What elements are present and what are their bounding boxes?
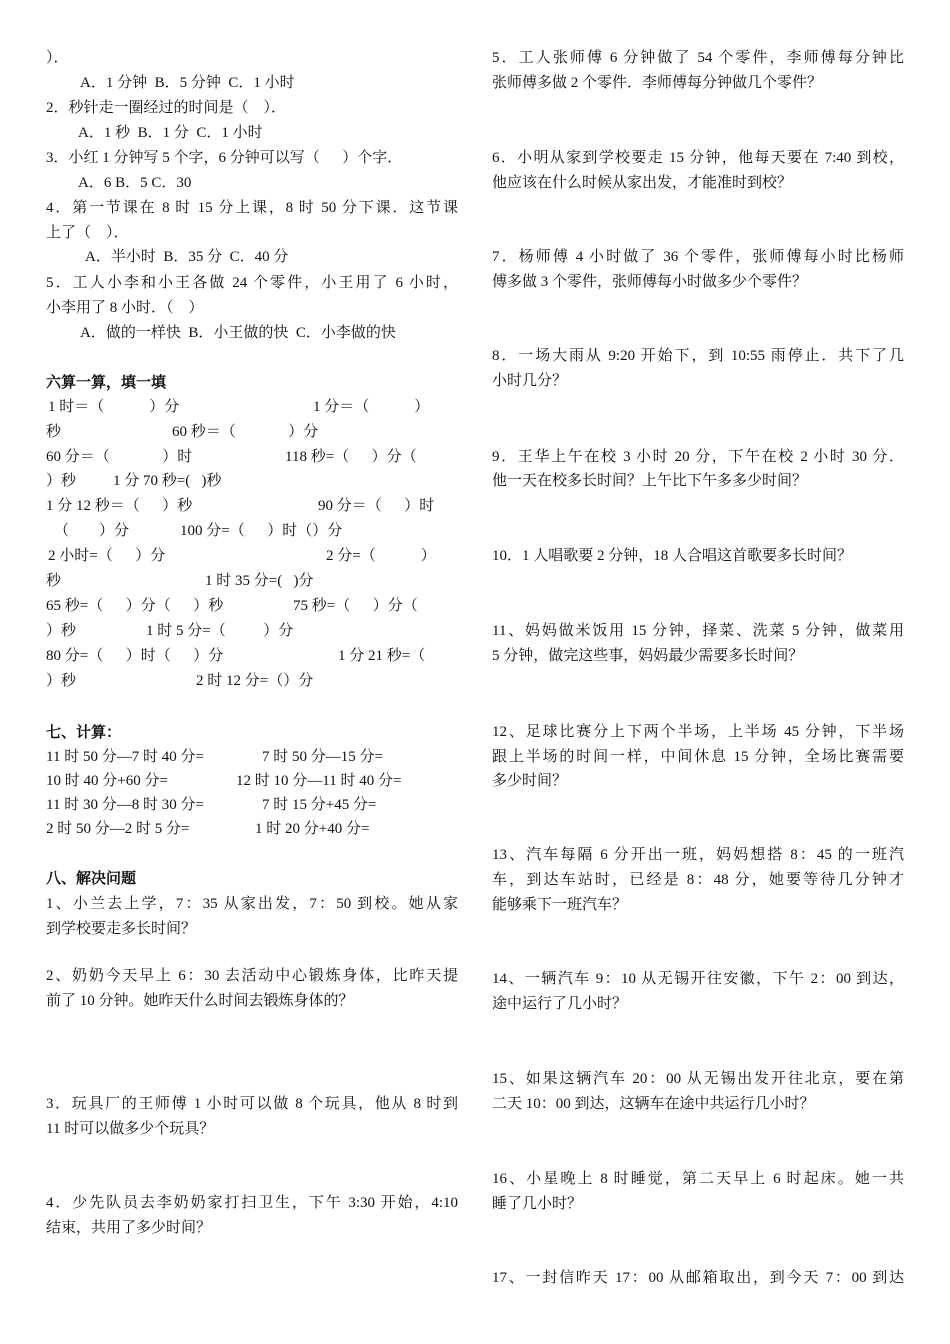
text-line: 小李用了 8 小时．（ ）: [46, 300, 204, 316]
text-line: A．半小时 B．35 分 C．40 分: [85, 249, 289, 265]
text-line: 6．小明从家到学校要走 15 分钟，他每天要在 7:40 到校，: [492, 150, 904, 166]
text-line: 10．1 人唱歌要 2 分钟，18 人合唱这首歌要多长时间？: [492, 548, 853, 564]
text-line: 1 分 21 秒=（: [338, 648, 426, 664]
text-line: A．做的一样快 B．小王做的快 C．小李做的快: [80, 325, 396, 341]
text-line: 1 分 70 秒=( )秒: [113, 473, 222, 489]
text-line: 1 时 20 分+40 分=: [255, 821, 370, 837]
text-line: 15、如果这辆汽车 20：00 从无锡出发开往北京，要在第: [492, 1071, 904, 1087]
text-line: 2、奶奶今天早上 6：30 去活动中心锻炼身体，比昨天提: [46, 968, 458, 984]
text-line: 1 分＝（ ）: [313, 399, 430, 415]
text-line: 2 时 12 分=（）分: [196, 673, 314, 689]
text-line: 90 分＝（ ）时: [318, 498, 435, 514]
text-line: 60 秒＝（ ）分: [172, 424, 319, 440]
text-line: 2 时 50 分—2 时 5 分=: [46, 821, 190, 837]
text-line: 到学校要走多长时间？: [46, 921, 197, 937]
text-line: 80 分=（ ）时（ ）分: [46, 648, 224, 664]
text-line: 9．王华上午在校 3 小时 20 分，下午在校 2 小时 30 分．: [492, 449, 904, 465]
text-line: 7．杨师傅 4 小时做了 36 个零件，张师傅每小时比杨师: [492, 249, 904, 265]
text-line: 车，到达车站时，已经是 8：48 分，她要等待几分钟才: [492, 872, 904, 888]
text-line: 4．少先队员去李奶奶家打扫卫生，下午 3:30 开始，4:10: [46, 1195, 458, 1211]
text-line: 5．工人小李和小王各做 24 个零件，小王用了 6 小时，: [46, 275, 458, 291]
text-line: 能够乘下一班汽车？: [492, 897, 628, 913]
text-line: 张师傅多做 2 个零件．李师傅每分钟做几个零件？: [492, 75, 823, 91]
text-line: 他一天在校多长时间？上午比下午多多少时间？: [492, 473, 808, 489]
text-line: 1 时＝（ ）分: [48, 399, 180, 415]
text-line: 跟上半场的时间一样，中间休息 15 分钟，全场比赛需要: [492, 749, 904, 765]
text-line: （ ）分: [54, 523, 130, 539]
text-line: 100 分=（ ）时（）分: [180, 523, 343, 539]
text-line: 二天 10：00 到达，这辆车在途中共运行几小时？: [492, 1096, 815, 1112]
text-line: A．6 B．5 C．30: [78, 175, 192, 191]
text-line: 12、足球比赛分上下两个半场，上半场 45 分钟，下半场: [492, 724, 904, 740]
text-line: A．1 分钟 B．5 分钟 C．1 小时: [80, 75, 295, 91]
text-line: 10 时 40 分+60 分=: [46, 773, 168, 789]
text-line: 结束，共用了多少时间？: [46, 1220, 212, 1236]
text-line: 小时几分？: [492, 373, 568, 389]
text-line: 1 时 5 分=（ ）分: [146, 623, 294, 639]
text-line: 睡了几小时？: [492, 1196, 583, 1212]
section-heading: 八、解决问题: [46, 871, 137, 887]
text-line: 16、小星晚上 8 时睡觉，第二天早上 6 时起床。她一共: [492, 1171, 904, 1187]
text-line: 13、汽车每隔 6 分开出一班，妈妈想搭 8：45 的一班汽: [492, 847, 904, 863]
text-line: 118 秒=（ ）分（: [285, 449, 417, 465]
text-line: 2 分=（ ）: [326, 548, 436, 564]
text-line: 11 时可以做多少个玩具？: [46, 1121, 215, 1137]
text-line: 7 时 50 分—15 分=: [262, 749, 383, 765]
text-line: 他应该在什么时候从家出发，才能准时到校？: [492, 175, 793, 191]
text-line: ）．: [46, 50, 69, 66]
text-line: 1 时 35 分=( )分: [205, 573, 314, 589]
text-line: 5．工人张师傅 6 分钟做了 54 个零件，李师傅每分钟比: [492, 50, 904, 66]
text-line: 12 时 10 分—11 时 40 分=: [236, 773, 402, 789]
text-line: 前了 10 分钟。她昨天什么时间去锻炼身体的？: [46, 993, 354, 1009]
text-line: 2 小时=（ ）分: [48, 548, 166, 564]
text-line: 11、妈妈做米饭用 15 分钟，择菜、洗菜 5 分钟，做菜用: [492, 623, 904, 639]
text-line: 75 秒=（ ）分（: [293, 598, 418, 614]
text-line: 傅多做 3 个零件，张师傅每小时做多少个零件？: [492, 274, 808, 290]
text-line: 2．秒针走一圈经过的时间是（ ）．: [46, 100, 287, 116]
text-line: A．1 秒 B．1 分 C．1 小时: [78, 125, 263, 141]
section-heading: 六算一算，填一填: [46, 375, 167, 391]
text-line: ）秒: [46, 473, 77, 489]
text-line: 3．玩具厂的王师傅 1 小时可以做 8 个玩具，他从 8 时到: [46, 1096, 458, 1112]
text-line: 1、小兰去上学，7：35 从家出发，7：50 到校。她从家: [46, 896, 458, 912]
section-heading: 七、计算：: [46, 725, 122, 741]
text-line: 3．小红 1 分钟写 5 个字，6 分钟可以写（ ）个字．: [46, 150, 403, 166]
text-line: 4．第一节课在 8 时 15 分上课，8 时 50 分下课．这节课: [46, 200, 458, 216]
text-line: 11 时 50 分—7 时 40 分=: [46, 749, 204, 765]
text-line: ）秒: [46, 623, 77, 639]
text-line: ）秒: [46, 673, 77, 689]
text-line: 1 分 12 秒＝（ ）秒: [46, 498, 193, 514]
text-line: 秒: [46, 573, 62, 589]
text-line: 秒: [46, 424, 62, 440]
text-line: 途中运行了几小时？: [492, 996, 628, 1012]
text-line: 上了（ ）．: [46, 225, 129, 241]
text-line: 17、一封信昨天 17：00 从邮箱取出，到今天 7：00 到达: [492, 1270, 904, 1286]
text-line: 11 时 30 分—8 时 30 分=: [46, 797, 204, 813]
text-line: 多少时间？: [492, 773, 568, 789]
text-line: 60 分＝（ ）时: [46, 449, 193, 465]
text-line: 14、一辆汽车 9：10 从无锡开往安徽，下午 2：00 到达，: [492, 971, 904, 987]
text-line: 5 分钟，做完这些事，妈妈最少需要多长时间？: [492, 648, 804, 664]
text-line: 65 秒=（ ）分（ ）秒: [46, 598, 224, 614]
text-line: 7 时 15 分+45 分=: [262, 797, 377, 813]
text-line: 8．一场大雨从 9:20 开始下，到 10:55 雨停止．共下了几: [492, 348, 904, 364]
